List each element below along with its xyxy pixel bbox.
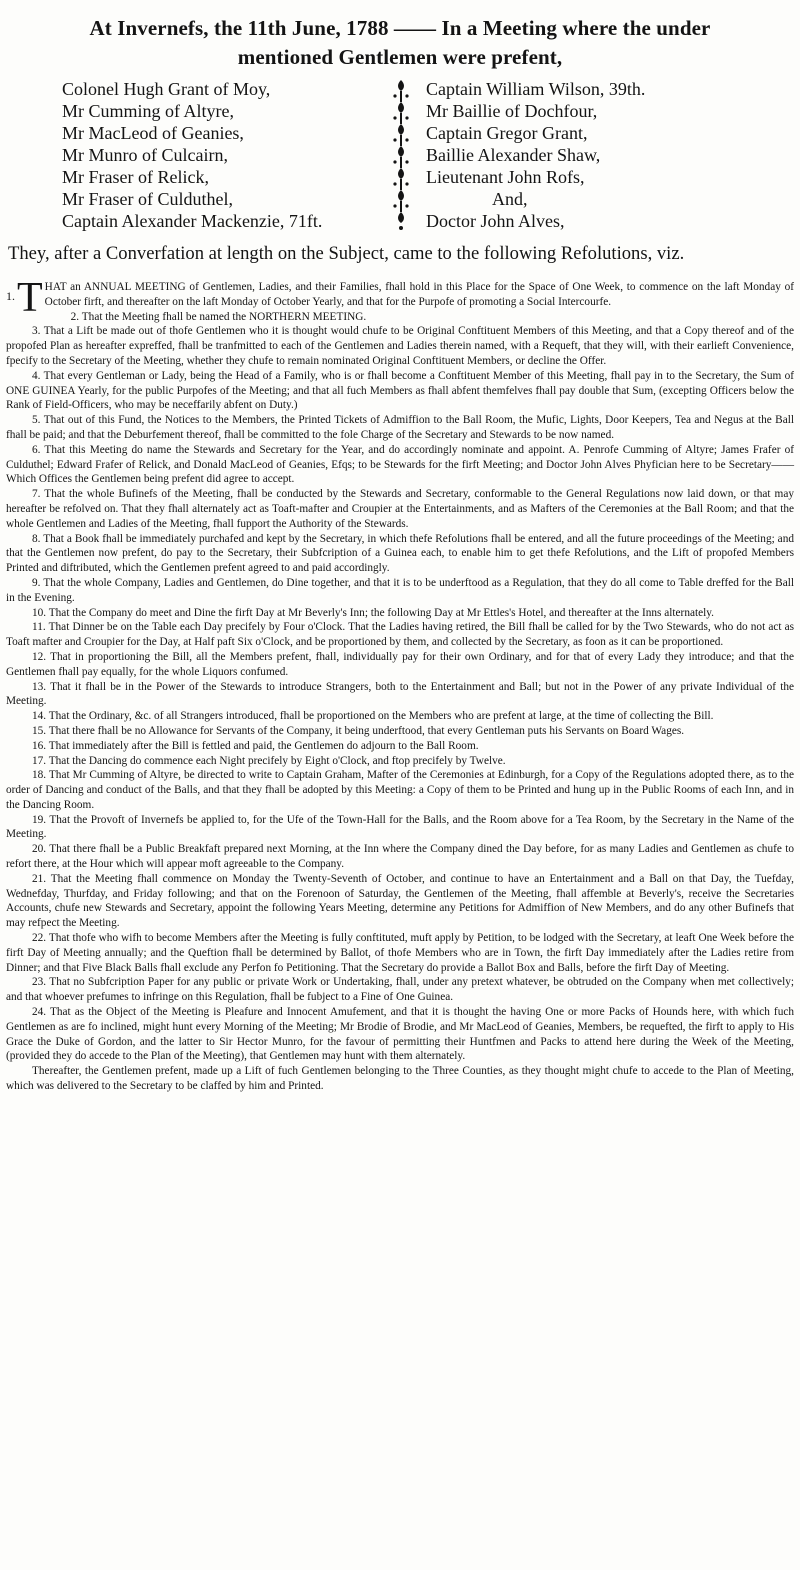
resolution-paragraph [6,1064,794,1094]
resolution-text: HAT an ANNUAL MEETING of Gentlemen, Ladies, and their Families, fhall hold in this Place for the Space of One Week, to commence on the laft Monday of October firft, and thereafter on the laft Monday of October Yearly, and that for the Purpofe of promoting a Social Intercourfe. [44,281,794,308]
resolution-number: 24. [32,1006,47,1019]
resolution-number: 10. [32,606,47,619]
resolution-text: That a Lift be made out of thofe Gentlemen who it is thought would chufe to be Original Conftituent Members of this Meeting, and that a Copy thereof and of the propofed Plan as hereafter expreffed, fhall be tranfmitted to each of the Gentlemen and Ladies therein named, with a Requeft, that they will, with their earlieft Convenience, fpecify to the Secretary of the Meeting, whether they chufe to remain nominated Original Conftituent Members, or decline the Offer. [6,325,794,367]
resolution-text: That the Dancing do commence each Night precifely by Eight o'Clock, and ftop precifely by Twelve. [48,754,506,767]
attendee-name: Mr Fraser of Relick, [62,167,209,187]
resolution-text: That Dinner be on the Table each Day precifely by Four o'Clock. That the Ladies having retired, the Bill fhall be called for by the Two Stewards, who do not act as Toaft mafter and Croupier for the Day, at Half paft Six o'Clock, and be proportioned by them, and collected by the Secretary, as foon as it can be proportioned. [6,621,795,649]
resolution-paragraph [6,324,794,368]
resolution-paragraph [6,724,794,739]
resolution-paragraph [6,872,794,931]
resolution-paragraph [6,754,794,769]
resolution-number: 12. [32,650,47,663]
resolution-number: 16. [32,739,47,752]
attendee-name: Mr Baillie of Dochfour, [426,101,598,121]
resolution-number: 18. [32,769,47,782]
resolution-text: That as the Object of the Meeting is Pleafure and Innocent Amufement, and that it is thought the having One or more Packs of Hounds here, with which fuch Gentlemen as are fo inclined, might hunt every Morning of the Meeting; Mr Brodie of Brodie, and Mr MacLeod of Geanies, Members, be requefted, the firft to apply to His Grace the Duke of Gordon, and the latter to Sir Hector Munro, for the favour of permitting their Huntfmen and Packs to attend here during the Week of the Meeting, (provided they do accede to the Plan of the Meeting), that Gentlemen may hunt with them alternately. [6,1006,795,1063]
resolution-text: That no Subfcription Paper for any public or private Work or Undertaking, fhall, under any pretext whatever, be obtruded on the Company when met collectively; and that whoever prefumes to infringe on this Regulation, fhall be fubject to a Fine of One Guinea. [6,976,794,1004]
resolution-text: That the Provoft of Invernefs be applied to, for the Ufe of the Town-Hall for the Balls, and the Room above for a Tea Room, by the Secretary in the Name of the Meeting. [6,813,794,841]
resolution-text: That the Meeting fhall be named the NORTHERN MEETING. [81,310,367,323]
resolution-text: That thofe who wifh to become Members after the Meeting is fully conftituted, muft apply by Petition, to be lodged with the Secretary, at leaft One Week before the firft Day of Meeting annually; and the Queftion fhall be determined by Ballot, of thofe Members who are in Town, the firft Day immediately after the Ladies retire from Dinner; and that Five Black Balls fhall exclude any Perfon fo Petitioning. That the Secretary do provide a Ballot Box and Balls, before the firft Day of Meeting. [6,932,794,974]
resolution-text: That every Gentleman or Lady, being the Head of a Family, who is or fhall become a Conftituent Member of this Meeting, fhall pay in to the Secretary, the Sum of ONE GUINEA Yearly, for the public Purpofes of the Meeting; and that all fuch Members as fhall abfent themfelves fhall pay double that Sum, (excepting Officers below the Rank of Field-Officers, who may be neceffarily abfent on Duty.) [6,369,794,412]
ornamental-brace-divider [390,78,412,232]
resolution-text: That Mr Cumming of Altyre, be directed to write to Captain Graham, Mafter of the Ceremonies at Edinburgh, for a Copy of the Regulations adopted there, as to the order of Dancing and conduct of the Balls, and that they fhall be adopted by this Meeting: a Copy of them to be Printed and hung up in the Public Rooms of each Inn, and in the Dancing Room. [6,769,794,811]
resolution-number: 19. [32,813,47,826]
resolution-paragraph [6,620,794,650]
resolution-text: That there fhall be a Public Breakfaft prepared next Morning, at the Inn where the Company dined the Day before, for as many Ladies and Gentlemen as chufe to refort there, at the Hour which will appear moft agreeable to the Company. [6,843,794,871]
resolution-paragraph [6,532,794,576]
resolution-number: 4. [32,369,41,382]
resolution-text: That the Company do meet and Dine the firft Day at Mr Beverly's Inn; the following Day at Mr Ettles's Hotel, and thereafter at the Inns alternately. [48,606,715,619]
resolution-paragraph [6,310,794,325]
resolution-number: 7. [32,488,41,501]
resolution-paragraph [6,680,794,710]
resolution-number: 20. [32,843,47,856]
resolution-paragraph [6,1005,794,1064]
attendee-column-right [426,78,645,232]
attendee-name: Mr Fraser of Culduthel, [62,189,233,209]
attendee-name: Captain William Wilson, 39th. [426,79,646,99]
resolution-text: Thereafter, the Gentlemen prefent, made up a Lift of fuch Gentlemen belonging to the Three Counties, as they thought might chufe to accede to the Plan of Meeting, which was delivered to the Secretary to be claffed by him and Printed. [6,1065,794,1093]
resolution-paragraph [6,739,794,754]
resolution-paragraph [6,487,794,531]
resolution-paragraph [6,606,794,621]
attendee-name: Mr MacLeod of Geanies, [62,123,244,143]
resolution-number: 11. [32,621,46,634]
resolution-text: That it fhall be in the Power of the Stewards to introduce Strangers, both to the Entertainment and Ball; but not in the Power of any private Individual of the Meeting. [6,680,794,708]
resolution-number: 9. [32,576,41,589]
attendee-name: Lieutenant John Rofs, [426,167,585,187]
resolution-number: 3. [32,325,41,338]
attendee-name: Mr Cumming of Altyre, [62,101,234,121]
resolution-paragraph [6,650,794,680]
resolutions-intro: They, after a Converfation at length on the Subject, came to the following Refolutions, viz. [8,243,685,264]
resolution-text: That a Book fhall be immediately purchafed and kept by the Secretary, in which thefe Refolutions fhall be entered, and all the future proceedings of the Meeting; and that the Gentlemen now prefent, do pay to the Secretary, their Subfcription of a Guinea each, to enable him to get thefe Refolutions, and the Lift of propofed Members Printed and diftributed, which the Gentlemen prefent agreed to and paid accordingly. [6,532,794,575]
resolution-paragraph [6,443,794,487]
resolution-paragraph [6,413,794,443]
resolution-paragraph [6,813,794,843]
resolution-text: That the whole Bufinefs of the Meeting, fhall be conducted by the Stewards and Secretary, conformable to the General Regulations now laid down, or that may hereafter be refolved on. That they fhall alternately act as Toaft-mafter and Croupier at the Entertainments, and as Mafters of the Ceremonies at the Ball Room; and that the whole Gentlemen and Ladies of the Meeting, fhall fupport the Authority of the Stewards. [6,488,795,530]
resolution-text: That the Ordinary, &c. of all Strangers introduced, fhall be proportioned on the Members who are prefent at large, at the time of collecting the Bill. [48,710,714,723]
resolution-number: 13. [32,680,47,693]
resolutions-list [6,275,795,1094]
resolution-paragraph [6,369,794,413]
attendee-name: Captain Gregor Grant, [426,123,588,143]
attendee-name: Colonel Hugh Grant of Moy, [62,79,271,99]
attendee-name: Captain Alexander Mackenzie, 71ft. [62,211,323,231]
resolution-number: 15. [32,724,47,737]
resolution-text: That out of this Fund, the Notices to the Members, the Printed Tickets of Admiffion to the Ball Room, the Mufic, Lights, Door Keepers, Tea and Negus at the Ball fhall be paid; and that the Deburfement thereof, fhall be committed to the fole Charge of the Secretary and Stewards to be now named. [6,414,794,441]
resolution-paragraph [6,842,794,872]
resolution-text: That immediately after the Bill is fettled and paid, the Gentlemen do adjourn to the Ball Room. [48,739,479,752]
attendee-name: Doctor John Alves, [426,211,565,231]
resolution-number: 22. [32,932,47,945]
resolution-number: 21. [32,872,47,885]
resolution-text: That this Meeting do name the Stewards and Secretary for the Year, and do accordingly nominate and appoint. A. Penrofe Cumming of Altyre; James Frafer of Culduthel; Edward Frafer of Relick, and Donald MacLeod of Geanies, Efqs; to be Stewards for the firft Meeting; and Doctor John Alves Phyfician here to be Secretary——Which Offices the Gentlemen being prefent did agree to accept. [6,443,795,486]
resolution-number: 8. [32,532,41,545]
resolution-text: That there fhall be no Allowance for Servants of the Company, it being underftood, that every Gentleman puts his Servants on Board Wages. [48,724,685,737]
attendee-conjunction: And, [492,189,528,209]
attendee-list [6,78,794,234]
resolution-paragraph [6,931,794,975]
resolution-paragraph [6,975,794,1005]
resolution-text: That in proportioning the Bill, all the Members prefent, fhall, individually pay for their own Ordinary, and for that of every Lady they introduce; and that the Gentlemen fhall pay equally, for the whole Liquors confumed. [6,650,795,678]
attendee-name: Baillie Alexander Shaw, [426,145,601,165]
resolution-number: 5. [32,414,41,427]
attendee-column-left [62,78,322,232]
resolution-number: 14. [32,710,47,723]
resolution-text: That the Meeting fhall commence on Monday the Twenty-Seventh of October, and continue to have an Entertainment and a Ball on that Day, the Tuefday, Wednefday, Thurfday, and Friday following; and that on the Forenoon of Saturday, the Gentlemen of the Meeting, fhall affemble at Beverly's, receive the Secretaries Accounts, chufe new Stewards and Secretary, appoint the following Years Meeting, determine any Petitions for Admiffion of New Members, and do any other Bufinefs that may refpect the Meeting. [6,872,794,930]
document-heading [6,14,794,72]
heading-line-1: At Invernefs, the 11th June, 1788 —— In a Meeting where the under [89,16,711,40]
attendee-name: Mr Munro of Culcairn, [62,145,228,165]
heading-line-2: mentioned Gentlemen were prefent, [237,45,563,69]
resolution-paragraph [6,709,794,724]
resolution-text: That the whole Company, Ladies and Gentlemen, do Dine together, and that it is to be underftood as a Regulation, that they do all come to Table dreffed for the Ball in the Evening. [6,576,794,604]
resolution-number: 23. [32,976,47,989]
resolution-number: 6. [32,443,41,456]
drop-cap-letter: T [17,275,43,321]
resolution-number: 17. [32,754,47,767]
resolution-number: 1. [6,289,15,303]
resolution-number: 2. [70,310,80,323]
resolution-paragraph [6,768,794,812]
resolution-paragraph [6,576,794,606]
